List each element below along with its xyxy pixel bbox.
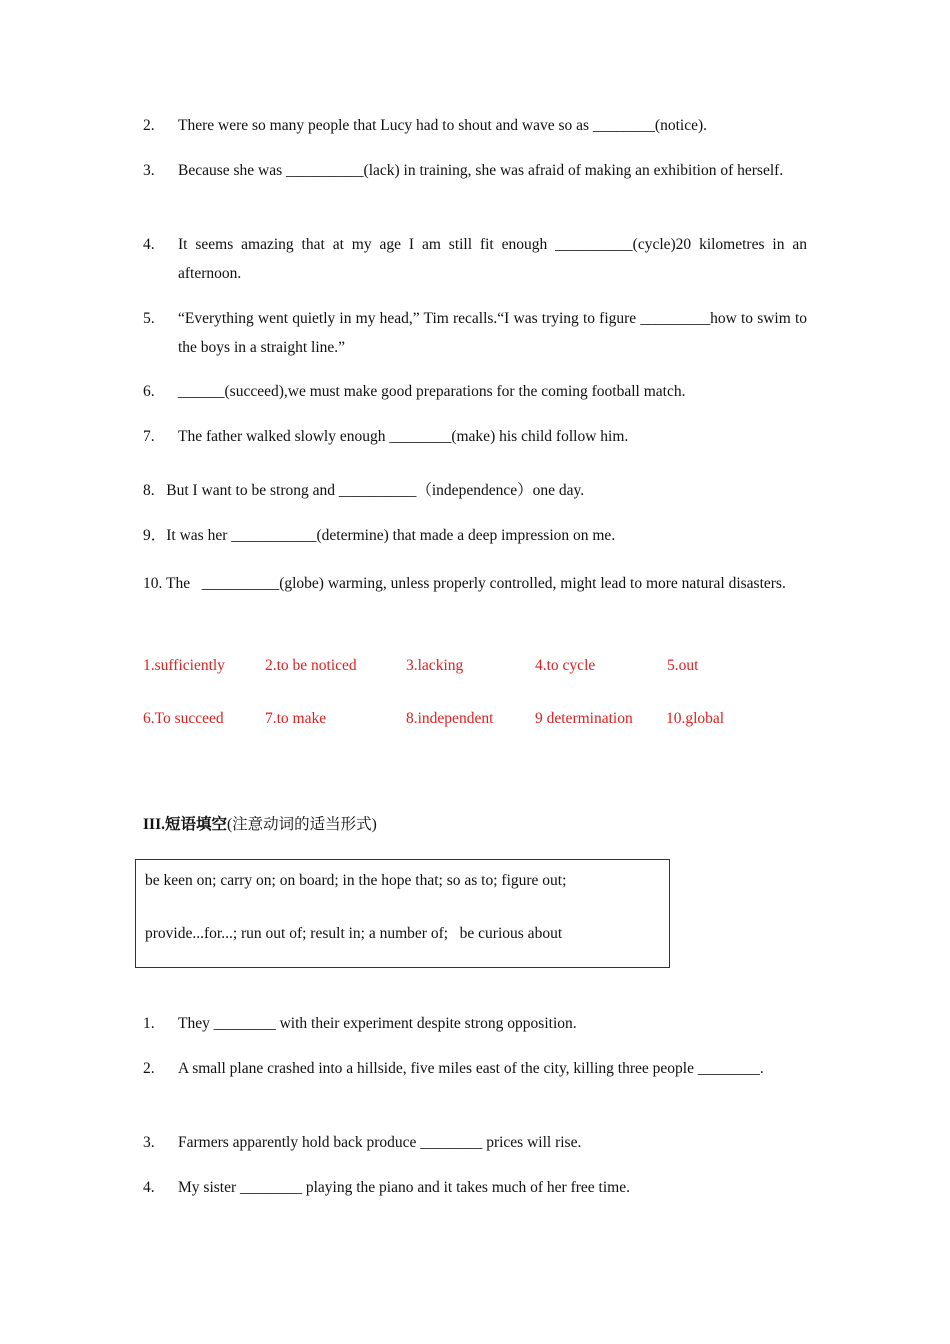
item-number: 6. [143, 383, 155, 400]
exercise-item [143, 377, 807, 406]
phrase-item [143, 1009, 807, 1038]
answer: 8.independent [406, 710, 494, 727]
section-title-bold: III.短语填空 [143, 816, 227, 833]
answer: 9 determination [535, 710, 633, 727]
answer: 2.to be noticed [265, 657, 357, 674]
phrase-list-line: provide...for...; run out of; result in; a number of; be curious about [145, 925, 563, 942]
section-heading [143, 815, 377, 835]
item-number: 2. [143, 1060, 155, 1077]
item-number: 3. [143, 1134, 155, 1151]
exercise-item [143, 422, 807, 451]
item-text: My sister ________ playing the piano and it takes much of her free time. [178, 1179, 630, 1196]
item-text: The father walked slowly enough ________(make) his child follow him. [178, 428, 629, 445]
item-number: 2. [143, 117, 155, 134]
exercise-item [143, 230, 807, 288]
item-number: 7. [143, 428, 155, 445]
phrase-item [143, 1054, 807, 1083]
answer: 5.out [667, 657, 699, 674]
exercise-item [143, 304, 807, 362]
exercise-item-8: 8. But I want to be strong and __________（independence）one day. [143, 482, 585, 499]
answer: 7.to make [265, 710, 327, 727]
exercise-item-10: 10. The __________(globe) warming, unless properly controlled, might lead to more natural disasters. [143, 575, 786, 592]
item-text: ______(succeed),we must make good preparations for the coming football match. [178, 383, 686, 400]
phrase-list-line: be keen on; carry on; on board; in the hope that; so as to; figure out; [145, 872, 567, 889]
answer: 10.global [666, 710, 725, 727]
item-text: “Everything went quietly in my head,” Tim recalls.“I was trying to figure _________how to swim to the boys in a straight line.” [178, 310, 807, 356]
answer: 3.lacking [406, 657, 464, 674]
item-text: Because she was __________(lack) in training, she was afraid of making an exhibition of herself. [178, 162, 784, 179]
exercise-item [143, 156, 807, 185]
item-number: 3. [143, 162, 155, 179]
phrase-box [135, 859, 670, 968]
item-number: 1. [143, 1015, 155, 1032]
exercise-item [143, 111, 807, 140]
item-text: A small plane crashed into a hillside, five miles east of the city, killing three people ________. [178, 1060, 764, 1077]
answer: 4.to cycle [535, 657, 596, 674]
item-text: They ________ with their experiment despite strong opposition. [178, 1015, 577, 1032]
item-text: Farmers apparently hold back produce ________ prices will rise. [178, 1134, 582, 1151]
item-text: It seems amazing that at my age I am still fit enough __________(cycle)20 kilometres in an afternoon. [178, 236, 807, 282]
section-title-note: (注意动词的适当形式) [226, 816, 377, 833]
item-number: 5. [143, 310, 155, 327]
item-number: 4. [143, 236, 155, 253]
exercise-item-9: 9．It was her ___________(determine) that made a deep impression on me. [143, 527, 616, 544]
answer: 6.To succeed [143, 710, 224, 727]
item-number: 4. [143, 1179, 155, 1196]
phrase-item [143, 1173, 807, 1202]
phrase-item [143, 1128, 807, 1157]
item-text: There were so many people that Lucy had to shout and wave so as ________(notice). [178, 117, 707, 134]
answer: 1.sufficiently [143, 657, 225, 674]
